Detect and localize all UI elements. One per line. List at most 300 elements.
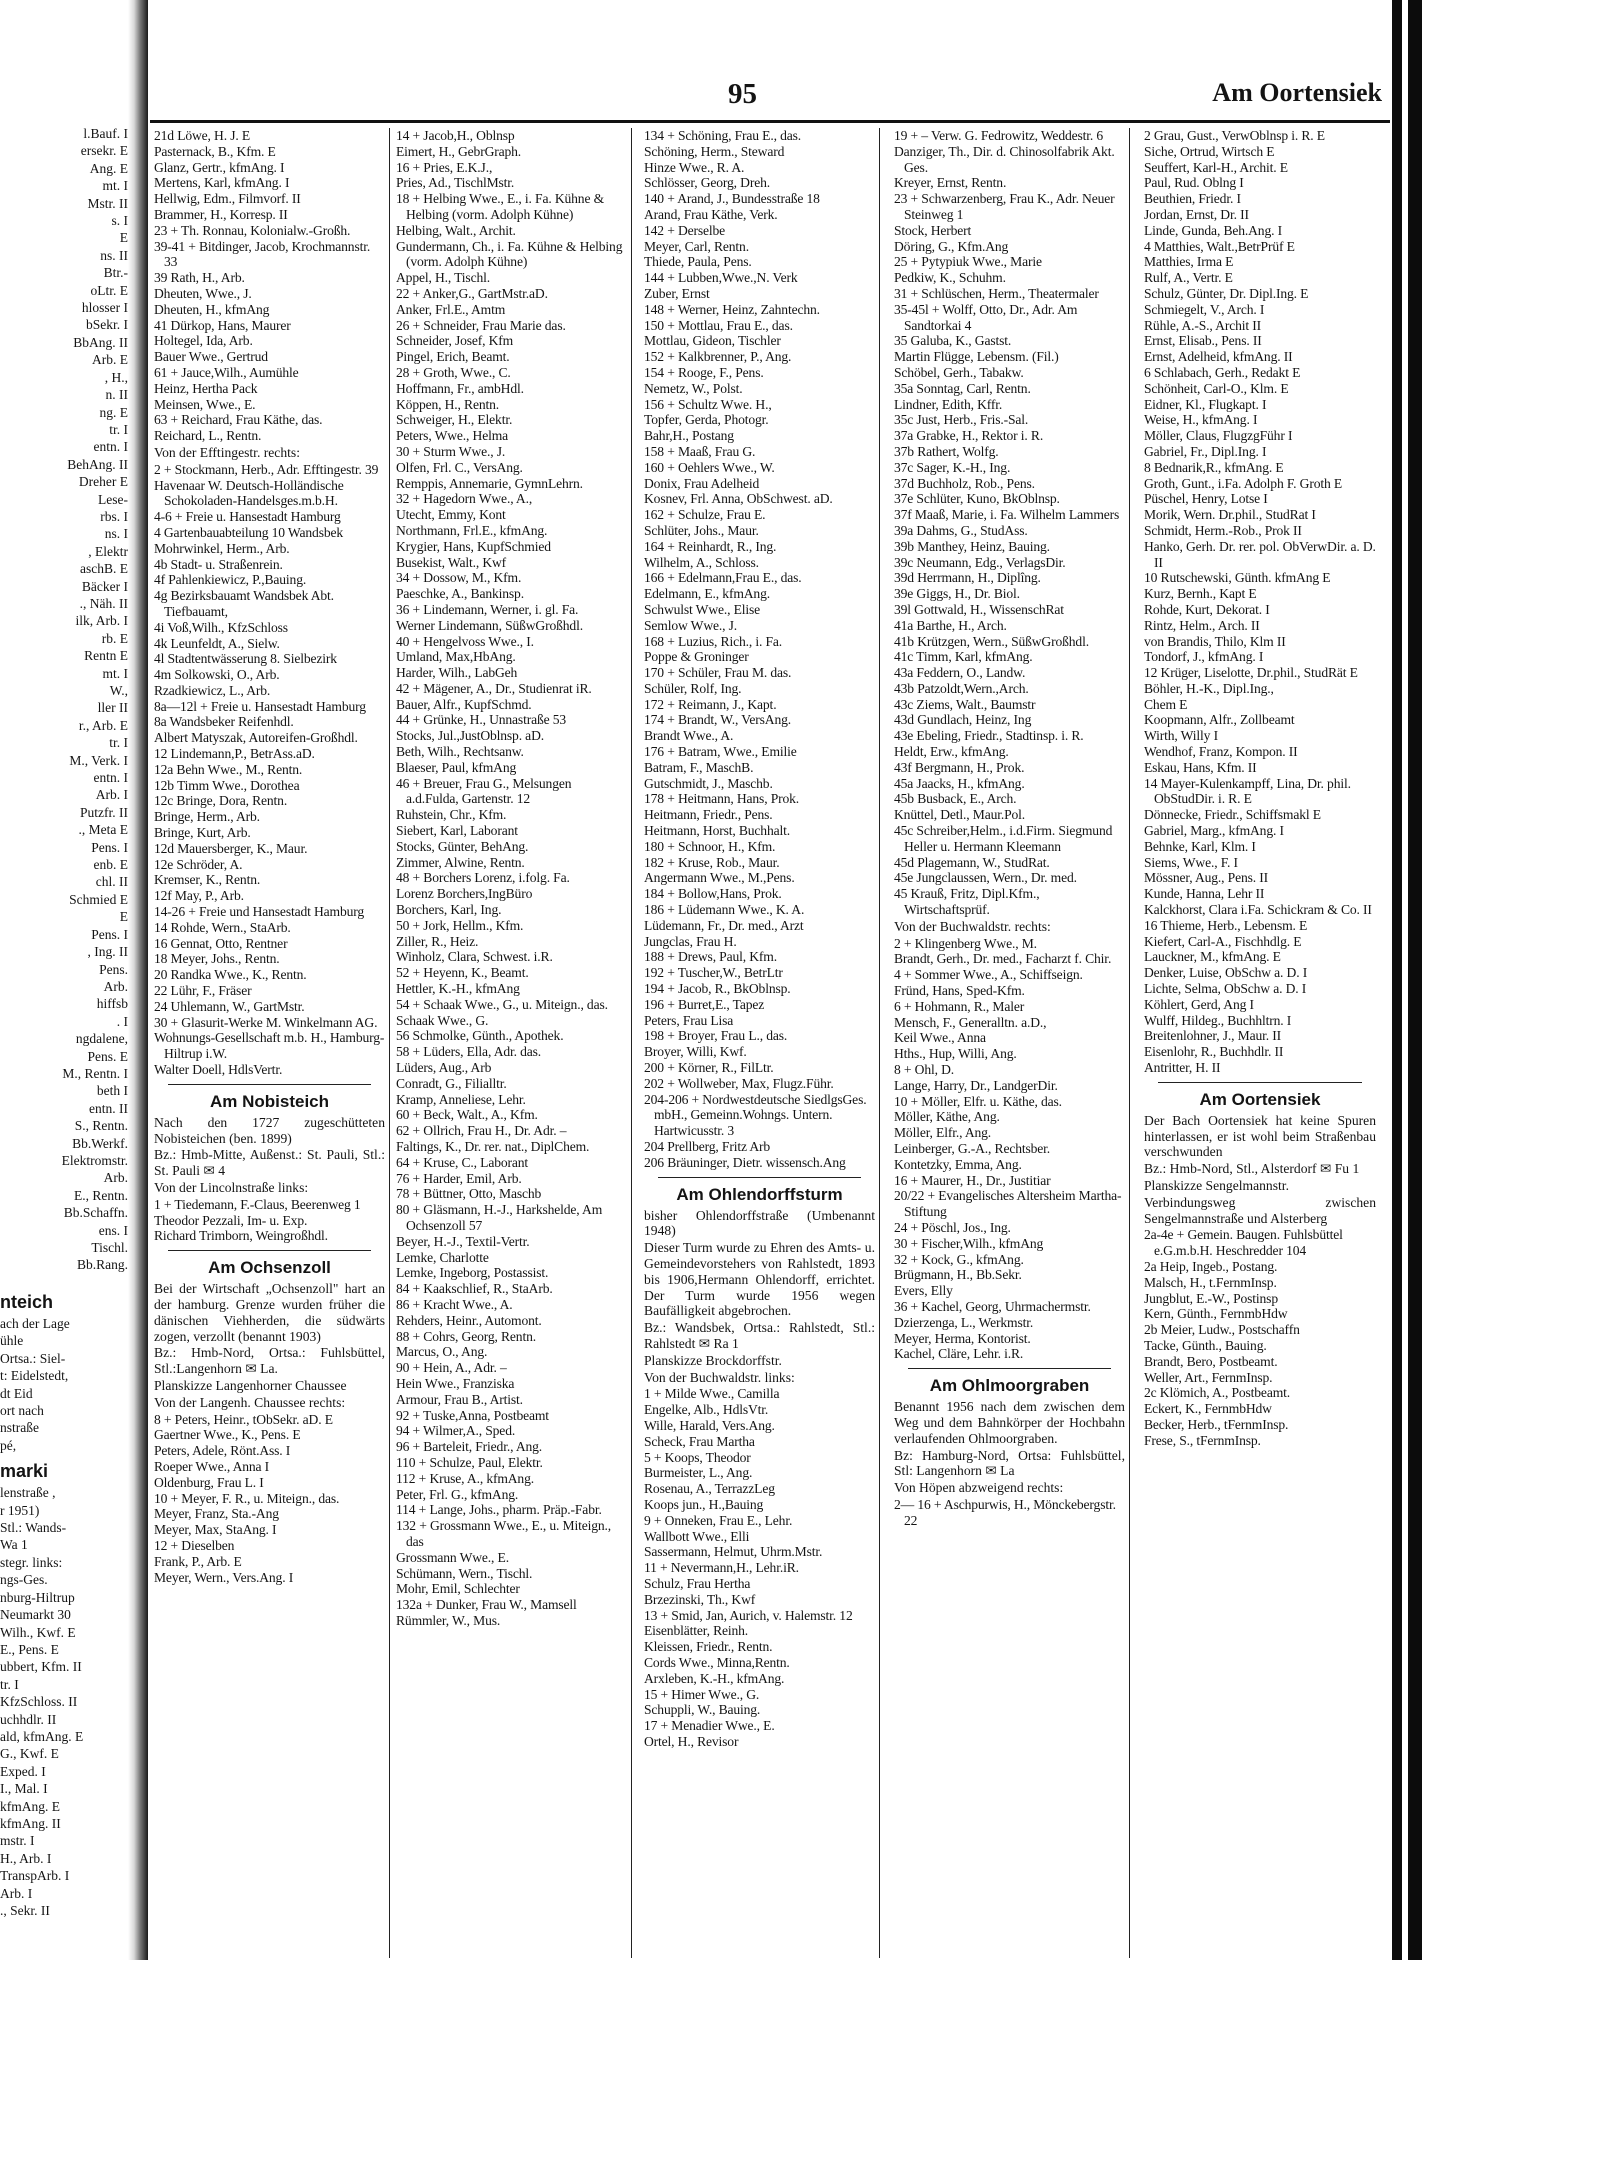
directory-entry: Schwulst Wwe., Elise bbox=[644, 601, 761, 617]
gutter-text-line: lenstraße , bbox=[0, 1485, 56, 1501]
directory-entry: Schlösser, Georg, Dreh. bbox=[644, 175, 771, 191]
directory-entry: 90 + Hein, A., Adr. – bbox=[396, 1360, 507, 1376]
gutter-text-line: mstr. I bbox=[0, 1833, 35, 1849]
directory-entry: 148 + Werner, Heinz, Zahntechn. bbox=[644, 301, 820, 317]
running-head: Am Oortensiek bbox=[1212, 78, 1382, 107]
directory-entry: Rümmler, W., Mus. bbox=[396, 1612, 501, 1628]
street-note: bisher Ohlendorffstraße (Umbenannt 1948) bbox=[644, 1207, 875, 1239]
directory-entry: 46 + Breuer, Frau G., Melsungen a.d.Fulda, Gartenstr. 12 bbox=[396, 775, 572, 807]
directory-entry: 41b Krützgen, Wern., SüßwGroßhdl. bbox=[894, 633, 1089, 649]
directory-entry: Kachel, Cläre, Lehr. i.R. bbox=[894, 1346, 1024, 1362]
gutter-text-line: Pens. I bbox=[91, 926, 128, 942]
directory-entry: Frese, S., tFernmInsp. bbox=[1144, 1432, 1261, 1448]
header-rule bbox=[150, 120, 1390, 123]
directory-entry: 37d Buchholz, Rob., Pens. bbox=[894, 475, 1035, 491]
directory-entry: 12e Schröder, A. bbox=[154, 856, 243, 872]
directory-entry: Püschel, Henry, Lotse I bbox=[1144, 491, 1268, 507]
directory-entry: 194 + Jacob, R., BkOblnsp. bbox=[644, 981, 791, 997]
gutter-text-line: S., Rentn. bbox=[74, 1118, 128, 1134]
directory-entry: Hein Wwe., Franziska bbox=[396, 1375, 515, 1391]
directory-entry: 156 + Schultz Wwe. H., bbox=[644, 396, 772, 412]
directory-entry: 37c Sager, K.-H., Ing. bbox=[894, 459, 1011, 475]
directory-entry: 43f Bergmann, H., Prok. bbox=[894, 759, 1025, 775]
section-rule bbox=[168, 1250, 371, 1251]
directory-entry: Eckert, K., FernmbHdw bbox=[1144, 1401, 1272, 1417]
directory-entry: Wirth, Willy I bbox=[1144, 728, 1218, 744]
directory-entry: Pries, Ad., TischlMstr. bbox=[396, 175, 515, 191]
directory-entry: 42 + Mägener, A., Dr., Studienrat iR. bbox=[396, 680, 592, 696]
directory-entry: 2 + Stockmann, Herb., Adr. Efftingestr. 39 bbox=[154, 461, 379, 477]
gutter-text-line: E., Pens. E bbox=[0, 1641, 59, 1657]
gutter-text-line: bSekr. I bbox=[86, 317, 128, 333]
street-note: Planskizze Langenhorner Chaussee bbox=[154, 1377, 347, 1393]
section-rule bbox=[658, 1177, 861, 1178]
directory-entry: Winholz, Clara, Schwest. i.R. bbox=[396, 949, 553, 965]
directory-entry: 6 + Hohmann, R., Maler bbox=[894, 998, 1025, 1014]
gutter-text-line: Mstr. II bbox=[87, 195, 128, 211]
gutter-text-line: W., bbox=[109, 683, 128, 698]
gutter-text-line: ort nach bbox=[0, 1403, 44, 1419]
directory-entry: 144 + Lubben,Wwe.,N. Verk bbox=[644, 270, 798, 286]
directory-entry: 204-206 + Nordwestdeutsche SiedlgsGes. mbH., Gemeinn.Wohngs. Untern. Hartwicusstr. 3 bbox=[644, 1091, 867, 1139]
directory-entry: 202 + Wollweber, Max, Flugz.Führ. bbox=[644, 1075, 834, 1091]
gutter-text-line: KfzSchloss. II bbox=[0, 1694, 78, 1710]
directory-entry: 12a Behn Wwe., M., Rentn. bbox=[154, 761, 303, 777]
directory-entry: 4-6 + Freie u. Hansestadt Hamburg bbox=[154, 509, 341, 525]
gutter-text-line: Exped. I bbox=[0, 1763, 46, 1779]
directory-entry: 19 + – Verw. G. Fedrowitz, Weddestr. 6 bbox=[894, 128, 1104, 143]
directory-entry: Schmidt, Herm.-Rob., Prok II bbox=[1144, 522, 1302, 538]
directory-entry: 5 + Koops, Theodor bbox=[644, 1449, 751, 1465]
gutter-text-line: Rentn E bbox=[84, 648, 128, 664]
directory-entry: Lange, Harry, Dr., LandgerDir. bbox=[894, 1077, 1058, 1093]
directory-entry: 28 + Groth, Wwe., C. bbox=[396, 364, 511, 380]
directory-entry: 35c Just, Herb., Fris.-Sal. bbox=[894, 412, 1029, 428]
gutter-text-line: ller II bbox=[97, 700, 128, 716]
directory-entry: 172 + Reimann, J., Kapt. bbox=[644, 696, 777, 712]
directory-entry: Leinberger, G.-A., Rechtsber. bbox=[894, 1141, 1051, 1156]
directory-entry: Köhlert, Gerd, Ang I bbox=[1144, 996, 1254, 1012]
directory-entry: Richard Trimborn, Weingroßhdl. bbox=[154, 1228, 328, 1244]
gutter-text-line: Neumarkt 30 bbox=[0, 1607, 71, 1623]
directory-entry: 39c Neumann, Edg., VerlagsDir. bbox=[894, 554, 1066, 570]
gutter-text-line: ald, kfmAng. E bbox=[0, 1728, 84, 1744]
directory-entry: 6 Schlabach, Gerh., Redakt E bbox=[1144, 364, 1301, 380]
directory-entry: 50 + Jork, Hellm., Kfm. bbox=[396, 917, 524, 933]
directory-entry: 20/22 + Evangelisches Altersheim Martha-Stiftung bbox=[894, 1188, 1122, 1220]
directory-entry: 36 + Kachel, Georg, Uhrmachermstr. bbox=[894, 1298, 1091, 1314]
directory-entry: 39b Manthey, Heinz, Bauing. bbox=[894, 538, 1050, 554]
directory-entry: Schlüter, Johs., Maur. bbox=[644, 522, 759, 538]
directory-entry: Breitenlohner, J., Maur. II bbox=[1144, 1028, 1281, 1044]
directory-entry: Topfer, Gerda, Photogr. bbox=[644, 412, 769, 428]
directory-entry: Rosenau, A., TerrazzLeg bbox=[644, 1481, 775, 1497]
directory-entry: Böhler, H.-K., Dipl.Ing., bbox=[1144, 680, 1274, 696]
gutter-section-header: nteich bbox=[0, 1292, 54, 1312]
gutter-text-line: M., Verk. I bbox=[69, 752, 128, 768]
directory-entry: 37a Grabke, H., Rektor i. R. bbox=[894, 428, 1044, 444]
directory-entry: 132 + Grossmann Wwe., E., u. Miteign., das bbox=[396, 1518, 612, 1549]
gutter-text-line: Tischl. bbox=[91, 1240, 128, 1255]
street-note: Bei der Wirtschaft „Ochsenzoll" hart an der hamburg. Grenze wurden früher die dänischen Viehherden, die südwärts zogen, verzollt (benannt 1903) bbox=[154, 1281, 385, 1344]
gutter-text-line: entn. I bbox=[93, 439, 128, 455]
directory-entry: 64 + Kruse, C., Laborant bbox=[396, 1154, 529, 1170]
directory-entry: 4k Leunfeldt, A., Sielw. bbox=[154, 635, 280, 651]
directory-entry: Meyer, Max, StaAng. I bbox=[154, 1522, 277, 1538]
directory-entry: Bauer, Alfr., KupfSchmd. bbox=[396, 696, 532, 712]
directory-entry: Scheck, Frau Martha bbox=[644, 1433, 755, 1449]
directory-entry: 22 Lühr, F., Fräser bbox=[154, 983, 252, 999]
street-header: Am Ohlmoorgraben bbox=[929, 1376, 1090, 1396]
gutter-text-line: , H., bbox=[104, 369, 128, 385]
gutter-text-line: . I bbox=[116, 1013, 128, 1029]
directory-entry: 170 + Schüler, Frau M. das. bbox=[644, 665, 792, 681]
gutter-text-line: dt Eid bbox=[0, 1385, 33, 1401]
directory-entry: Wille, Harald, Vers.Ang. bbox=[644, 1417, 775, 1433]
scan-edge-band bbox=[1408, 0, 1422, 1960]
directory-entry: 86 + Kracht Wwe., A. bbox=[396, 1296, 513, 1312]
directory-entry: Morik, Wern. Dr.phil., StudRat I bbox=[1144, 507, 1316, 523]
directory-entry: 152 + Kalkbrenner, P., Ang. bbox=[644, 349, 792, 365]
gutter-text-line: ach der Lage bbox=[0, 1316, 70, 1331]
gutter-text-line: H., Arb. I bbox=[0, 1850, 52, 1866]
gutter-text-line: ngdalene, bbox=[75, 1031, 128, 1047]
directory-entry: 35 Galuba, K., Gastst. bbox=[894, 333, 1012, 349]
street-header: Am Ohlendorffsturm bbox=[676, 1184, 843, 1204]
directory-entry: Schulz, Frau Hertha bbox=[644, 1575, 751, 1591]
directory-entry: Meyer, Franz, Sta.-Ang bbox=[154, 1506, 279, 1522]
street-note: Von der Buchwaldstr. links: bbox=[644, 1369, 795, 1385]
directory-entry: Paeschke, A., Bankinsp. bbox=[396, 586, 524, 602]
directory-entry: Kosnev, Frl. Anna, ObSchwest. aD. bbox=[644, 491, 833, 507]
directory-entry: Bringe, Kurt, Arb. bbox=[154, 825, 251, 841]
directory-entry: Schaak Wwe., G. bbox=[396, 1012, 489, 1028]
directory-entry: 39l Gottwald, H., WissenschRat bbox=[894, 601, 1064, 617]
gutter-text-line: stegr. links: bbox=[0, 1554, 63, 1570]
directory-entry: 140 + Arand, J., Bundesstraße 18 bbox=[644, 191, 820, 207]
directory-entry: 37e Schlüter, Kuno, BkOblnsp. bbox=[894, 491, 1060, 507]
column-5 bbox=[1140, 128, 1380, 1958]
gutter-text-line: , Ing. II bbox=[87, 944, 128, 960]
directory-entry: Denker, Luise, ObSchw a. D. I bbox=[1144, 965, 1308, 981]
directory-entry: Beuthien, Friedr. I bbox=[1144, 191, 1241, 207]
gutter-text-line: Wa 1 bbox=[0, 1537, 28, 1553]
directory-entry: 43a Feddern, O., Landw. bbox=[894, 665, 1026, 681]
gutter-text-line: ubbert, Kfm. II bbox=[0, 1659, 82, 1675]
gutter-text-line: Lese- bbox=[98, 491, 128, 507]
directory-entry: Donix, Frau Adelheid bbox=[644, 475, 760, 491]
directory-entry: Olfen, Frl. C., VersAng. bbox=[396, 459, 523, 475]
directory-entry: Schweiger, H., Elektr. bbox=[396, 412, 513, 428]
directory-entry: 30 + Fischer,Wilh., kfmAng bbox=[894, 1235, 1044, 1251]
directory-entry: Mensch, F., Generalltn. a.D., bbox=[894, 1014, 1047, 1030]
directory-entry: 37b Rathert, Wolfg. bbox=[894, 443, 999, 459]
directory-entry: 16 + Pries, E.K.J., bbox=[396, 159, 493, 175]
directory-entry: 110 + Schulze, Paul, Elektr. bbox=[396, 1454, 543, 1470]
directory-entry: Brandt Wwe., A. bbox=[644, 728, 734, 744]
directory-entry: 2a Heip, Ingeb., Postang. bbox=[1144, 1258, 1278, 1274]
directory-entry: Eskau, Hans, Kfm. II bbox=[1144, 759, 1257, 775]
directory-entry: 76 + Harder, Emil, Arb. bbox=[396, 1170, 522, 1186]
directory-entry: 45b Busback, E., Arch. bbox=[894, 791, 1017, 807]
street-header: Am Oortensiek bbox=[1199, 1089, 1321, 1109]
directory-entry: 78 + Büttner, Otto, Maschb bbox=[396, 1186, 542, 1202]
directory-entry: 56 Schmolke, Günth., Apothek. bbox=[396, 1028, 564, 1044]
directory-entry: 112 + Kruse, A., kfmAng. bbox=[396, 1470, 534, 1486]
street-note: Verbindungsweg zwischen Sengelmannstraße und Alsterberg bbox=[1144, 1194, 1376, 1226]
directory-entry: 14 Mayer-Kulenkampff, Lina, Dr. phil. ObStudDir. i. R. E bbox=[1144, 775, 1351, 807]
directory-entry: Marcus, O., Ang. bbox=[396, 1344, 488, 1360]
directory-entry: Schmiegelt, V., Arch. I bbox=[1144, 301, 1265, 317]
directory-entry: 132a + Dunker, Frau W., Mamsell bbox=[396, 1597, 577, 1613]
gutter-text-line: entn. I bbox=[93, 770, 128, 786]
directory-entry: 8a—12l + Freie u. Hansestadt Hamburg bbox=[154, 698, 366, 714]
gutter-text-line: , Elektr bbox=[88, 543, 128, 559]
gutter-text-line: ens. I bbox=[98, 1222, 128, 1238]
directory-entry: 24 Uhlemann, W., GartMstr. bbox=[154, 998, 305, 1014]
directory-entry: von Brandis, Thilo, Klm II bbox=[1144, 633, 1286, 649]
directory-entry: Anker, Frl.E., Amtm bbox=[396, 301, 506, 317]
directory-entry: 2b Meier, Ludw., Postschaffn bbox=[1144, 1322, 1300, 1338]
previous-page-fragment bbox=[0, 0, 150, 1960]
gutter-text-line: tr. I bbox=[109, 735, 128, 751]
street-note: Bz: Hamburg-Nord, Ortsa: Fuhlsbüttel, Stl: Langenhorn ✉ La bbox=[894, 1447, 1125, 1479]
directory-entry: 4 Gartenbauabteilung 10 Wandsbek bbox=[154, 524, 344, 540]
street-note: Dieser Turm wurde zu Ehren des Amts- u. Gemeindevorstehers von Rahlstedt, 1893 bis 1906,Hermann Ohlendorff, errichtet. Der Turm wurde 1956 wegen Baufälligkeit abgebrochen. bbox=[644, 1240, 875, 1319]
directory-entry: Stock, Herbert bbox=[894, 222, 972, 238]
directory-entry: Chem E bbox=[1144, 696, 1188, 712]
directory-entry: 8 + Peters, Heinr., tObSekr. aD. E bbox=[154, 1411, 333, 1427]
directory-entry: 18 + Helbing Wwe., E., i. Fa. Kühne & Helbing (vorm. Adolph Kühne) bbox=[396, 191, 605, 222]
gutter-text-line: ns. II bbox=[100, 247, 128, 263]
directory-entry: 174 + Brandt, W., VersAng. bbox=[644, 712, 792, 728]
gutter-section-header: marki bbox=[0, 1461, 49, 1482]
directory-entry: Kern, Günth., FernmbHdw bbox=[1144, 1306, 1288, 1322]
gutter-text-line: nburg-Hiltrup bbox=[0, 1589, 75, 1605]
directory-entry: Beyer, H.-J., Textil-Vertr. bbox=[396, 1233, 530, 1249]
directory-entry: 4l Stadtentwässerung 8. Sielbezirk bbox=[154, 651, 337, 667]
directory-entry: 180 + Schnoor, H., Kfm. bbox=[644, 838, 776, 854]
gutter-text-line: l.Bauf. I bbox=[83, 126, 128, 141]
directory-entry: Reichard, L., Rentn. bbox=[154, 428, 262, 444]
gutter-text-line: Dreher E bbox=[78, 474, 128, 490]
directory-entry: Stocks, Günter, BehAng. bbox=[396, 838, 529, 854]
directory-entry: 36 + Lindemann, Werner, i. gl. Fa. bbox=[396, 601, 579, 617]
directory-entry: Poppe & Groninger bbox=[644, 649, 749, 665]
section-rule bbox=[908, 1368, 1111, 1369]
directory-entry: 41 Dürkop, Hans, Maurer bbox=[154, 317, 291, 333]
directory-entry: 20 Randka Wwe., K., Rentn. bbox=[154, 967, 307, 983]
street-note: Von der Langenh. Chaussee rechts: bbox=[154, 1394, 346, 1410]
directory-entry: 8 + Ohl, D. bbox=[894, 1062, 955, 1078]
directory-entry: Rohde, Kurt, Dekorat. I bbox=[1144, 601, 1270, 617]
directory-entry: Semlow Wwe., J. bbox=[644, 617, 738, 633]
gutter-text-line: Ang. E bbox=[89, 160, 128, 176]
directory-entry: Brzezinski, Th., Kwf bbox=[644, 1591, 756, 1607]
gutter-text-line: Pens. I bbox=[91, 839, 128, 855]
directory-entry: Peters, Wwe., Helma bbox=[396, 428, 509, 444]
directory-entry: 45 Krauß, Fritz, Dipl.Kfm., Wirtschaftsprüf. bbox=[894, 886, 1040, 918]
directory-entry: Paul, Rud. Oblng I bbox=[1144, 175, 1244, 191]
directory-entry: Bringe, Herm., Arb. bbox=[154, 809, 260, 825]
directory-entry: Frank, P., Arb. E bbox=[154, 1553, 242, 1569]
directory-entry: Mottlau, Gideon, Tischler bbox=[644, 333, 781, 349]
directory-entry: Dzierzenga, L., Werkmstr. bbox=[894, 1314, 1034, 1330]
directory-entry: 142 + Derselbe bbox=[644, 222, 726, 238]
directory-entry: 14 Rohde, Wern., StaArb. bbox=[154, 919, 291, 935]
gutter-text-line: M., Rentn. I bbox=[62, 1065, 128, 1081]
directory-entry: Mössner, Aug., Pens. II bbox=[1144, 870, 1269, 886]
directory-entry: Rzadkiewicz, L., Arb. bbox=[154, 682, 271, 698]
directory-entry: Kramp, Anneliese, Lehr. bbox=[396, 1091, 526, 1107]
gutter-text-line: E bbox=[119, 909, 128, 925]
directory-entry: Schöning, Herm., Steward bbox=[644, 143, 785, 159]
directory-entry: Eidner, Kl., Flugkapt. I bbox=[1144, 396, 1267, 412]
directory-entry: Appel, H., Tischl. bbox=[396, 270, 490, 286]
directory-entry: Edelmann, E., kfmAng. bbox=[644, 586, 770, 602]
gutter-text-line: ., Meta E bbox=[78, 822, 128, 838]
directory-entry: Pedkiw, K., Schuhm. bbox=[894, 270, 1006, 286]
directory-entry: Rintz, Helm., Arch. II bbox=[1144, 617, 1260, 633]
directory-entry: Utecht, Emmy, Kont bbox=[396, 507, 506, 523]
page-number: 95 bbox=[728, 78, 757, 110]
gutter-text-line: E bbox=[119, 230, 128, 246]
directory-entry: Ruhstein, Chr., Kfm. bbox=[396, 807, 507, 823]
gutter-text-line: Bb.Werkf. bbox=[72, 1135, 128, 1151]
directory-entry: Meinsen, Wwe., E. bbox=[154, 396, 256, 412]
gutter-text-line: Arb. I bbox=[95, 787, 128, 803]
directory-entry: 34 + Dossow, M., Kfm. bbox=[396, 570, 522, 586]
gutter-text-line: ., Sekr. II bbox=[0, 1903, 50, 1918]
directory-entry: Schümann, Wern., Tischl. bbox=[396, 1565, 533, 1581]
directory-entry: 198 + Broyer, Frau L., das. bbox=[644, 1028, 788, 1044]
gutter-text-line: mt. I bbox=[102, 178, 128, 194]
directory-entry: 31 + Schlüschen, Herm., Theatermaler bbox=[894, 285, 1099, 301]
directory-entry: 45a Jaacks, H., kfmAng. bbox=[894, 775, 1025, 791]
directory-entry: Schulz, Günter, Dr. Dipl.Ing. E bbox=[1144, 285, 1309, 301]
street-note: Benannt 1956 nach dem zwischen dem Weg und dem Bahnkörper der Hochbahn verlaufenden Ohlmoorgraben. bbox=[894, 1399, 1125, 1446]
gutter-text-line: ühle bbox=[0, 1333, 24, 1349]
column-1 bbox=[150, 128, 390, 1958]
directory-entry: Nemetz, W., Polst. bbox=[644, 380, 743, 396]
gutter-text-line: Stl.: Wands- bbox=[0, 1520, 67, 1536]
directory-entry: Schneider, Josef, Kfm bbox=[396, 333, 514, 349]
directory-entry: 200 + Körner, R., FilLtr. bbox=[644, 1060, 774, 1076]
directory-entry: 11 + Nevermann,H., Lehr.iR. bbox=[644, 1560, 799, 1576]
directory-entry: 39a Dahms, G., StudAss. bbox=[894, 522, 1028, 538]
directory-entry: Burmeister, L., Ang. bbox=[644, 1465, 753, 1481]
directory-entry: Lüdemann, Fr., Dr. med., Arzt bbox=[644, 917, 804, 933]
directory-entry: 4b Stadt- u. Straßenrein. bbox=[154, 556, 283, 572]
directory-entry: Rulf, A., Vertr. E bbox=[1144, 270, 1233, 286]
directory-entry: Brandt, Gerh., Dr. med., Facharzt f. Chir. bbox=[894, 951, 1112, 967]
directory-entry: Walter Doell, HdlsVertr. bbox=[154, 1062, 283, 1078]
directory-entry: Bahr,H., Postang bbox=[644, 428, 734, 444]
directory-entry: Lorenz Borchers,IngBüro bbox=[396, 886, 533, 902]
directory-entry: 61 + Jauce,Wilh., Aumühle bbox=[154, 364, 299, 380]
directory-entry: Groth, Gunt., i.Fa. Adolph F. Groth E bbox=[1144, 475, 1343, 491]
directory-entry: Brügmann, H., Bb.Sekr. bbox=[894, 1267, 1022, 1283]
directory-entry: Koopmann, Alfr., Zollbeamt bbox=[1144, 712, 1295, 728]
directory-entry: 43c Ziems, Walt., Baumstr bbox=[894, 696, 1036, 712]
directory-entry: 168 + Luzius, Rich., i. Fa. bbox=[644, 633, 783, 649]
directory-entry: 12 + Dieselben bbox=[154, 1537, 235, 1553]
gutter-text-line: r 1951) bbox=[0, 1502, 40, 1518]
gutter-text-line: r., Arb. E bbox=[78, 717, 128, 733]
directory-entry: Fründ, Hans, Sped-Kfm. bbox=[894, 983, 1025, 999]
street-note: Bz.: Hmb-Nord, Ortsa.: Fuhlsbüttel, Stl.:Langenhorn ✉ La. bbox=[154, 1345, 385, 1377]
directory-entry: Matthies, Irma E bbox=[1144, 254, 1234, 270]
directory-entry: Ernst, Elisab., Pens. II bbox=[1144, 333, 1262, 349]
gutter-text-line: chl. II bbox=[95, 874, 128, 890]
directory-entry: 94 + Wilmer,A., Sped. bbox=[396, 1423, 516, 1439]
gutter-text-line: mt. I bbox=[102, 665, 128, 681]
gutter-text-line: enb. E bbox=[93, 857, 128, 873]
directory-entry: 32 + Kock, G., kfmAng. bbox=[894, 1251, 1024, 1267]
directory-entry: 44 + Grünke, H., Unnastraße 53 bbox=[396, 712, 567, 728]
directory-entry: Faltings, K., Dr. rer. nat., DiplChem. bbox=[396, 1139, 590, 1154]
gutter-text-line: rb. E bbox=[101, 630, 128, 646]
directory-entry: 39d Herrmann, H., Diplîng. bbox=[894, 570, 1041, 586]
directory-entry: 14-26 + Freie und Hansestadt Hamburg bbox=[154, 904, 365, 920]
directory-entry: Schönheit, Carl-O., Klm. E bbox=[1144, 380, 1289, 396]
gutter-text-line: E., Rentn. bbox=[74, 1187, 128, 1203]
directory-entry: 4f Pahlenkiewicz, P.,Bauing. bbox=[154, 572, 307, 588]
gutter-text-line: Arb. bbox=[103, 1170, 128, 1186]
directory-entry: Eisenblätter, Reinh. bbox=[644, 1623, 749, 1639]
directory-entry: Pingel, Erich, Beamt. bbox=[396, 349, 510, 365]
directory-entry: Hanko, Gerh. Dr. rer. pol. ObVerwDir. a. D. II bbox=[1144, 538, 1376, 570]
gutter-text-line: Btr.- bbox=[103, 265, 128, 281]
directory-entry: Rehders, Heinr., Automont. bbox=[396, 1312, 542, 1328]
gutter-text-line: Wilh., Kwf. E bbox=[0, 1624, 76, 1640]
scan-edge-band bbox=[1392, 0, 1402, 1960]
gutter-text-line: Schmied E bbox=[69, 891, 128, 907]
page-fold-shadow bbox=[128, 0, 148, 1960]
directory-entry: Zuber, Ernst bbox=[644, 285, 710, 301]
gutter-text-line: Bb.Schaffn. bbox=[63, 1205, 128, 1221]
gutter-text-line: aschB. E bbox=[80, 561, 128, 577]
directory-entry: Thiede, Paula, Pens. bbox=[644, 254, 752, 270]
directory-entry: 43d Gundlach, Heinz, Ing bbox=[894, 712, 1032, 728]
gutter-text-line: Arb. E bbox=[92, 352, 128, 368]
directory-entry: Kalckhorst, Clara i.Fa. Schickram & Co. II bbox=[1144, 902, 1372, 918]
directory-entry: 30 + Sturm Wwe., J. bbox=[396, 443, 506, 459]
directory-entry: 39-41 + Bitdinger, Jacob, Krochmannstr. 33 bbox=[154, 238, 371, 270]
directory-entry: Helbing, Walt., Archit. bbox=[396, 222, 516, 238]
column-3 bbox=[640, 128, 880, 1958]
directory-entry: Lindner, Edith, Kffr. bbox=[894, 396, 1003, 412]
gutter-text-line: s. I bbox=[111, 213, 128, 229]
gutter-text-line: Pens. bbox=[99, 961, 128, 977]
directory-entry: 14 + Jacob,H., Oblnsp bbox=[396, 128, 515, 143]
directory-entry: 13 + Smid, Jan, Aurich, v. Halemstr. 12 bbox=[644, 1607, 853, 1623]
directory-entry: Peter, Frl. G., kfmAng. bbox=[396, 1486, 519, 1502]
gutter-text-line: kfmAng. E bbox=[0, 1798, 60, 1814]
gutter-text-line: t: Eidelstedt, bbox=[0, 1368, 69, 1384]
directory-entry: 162 + Schulze, Frau E. bbox=[644, 507, 766, 523]
directory-entry: Gundermann, Ch., i. Fa. Kühne & Helbing (vorm. Adolph Kühne) bbox=[396, 238, 623, 270]
gutter-text-line: ns. I bbox=[104, 526, 128, 542]
directory-entry: Armour, Frau B., Artist. bbox=[396, 1391, 523, 1407]
directory-entry: 8a Wandsbeker Reifenhdl. bbox=[154, 714, 294, 730]
directory-entry: 23 + Schwarzenberg, Frau K., Adr. Neuer Steinweg 1 bbox=[894, 191, 1115, 222]
directory-entry: Seuffert, Karl-H., Archit. E bbox=[1144, 159, 1288, 175]
directory-entry: 39e Giggs, H., Dr. Biol. bbox=[894, 586, 1020, 602]
directory-entry: 18 Meyer, Johs., Rentn. bbox=[154, 951, 280, 967]
directory-entry: Gutschmidt, J., Maschb. bbox=[644, 775, 773, 791]
directory-entry: Theodor Pezzali, Im- u. Exp. bbox=[154, 1212, 308, 1228]
